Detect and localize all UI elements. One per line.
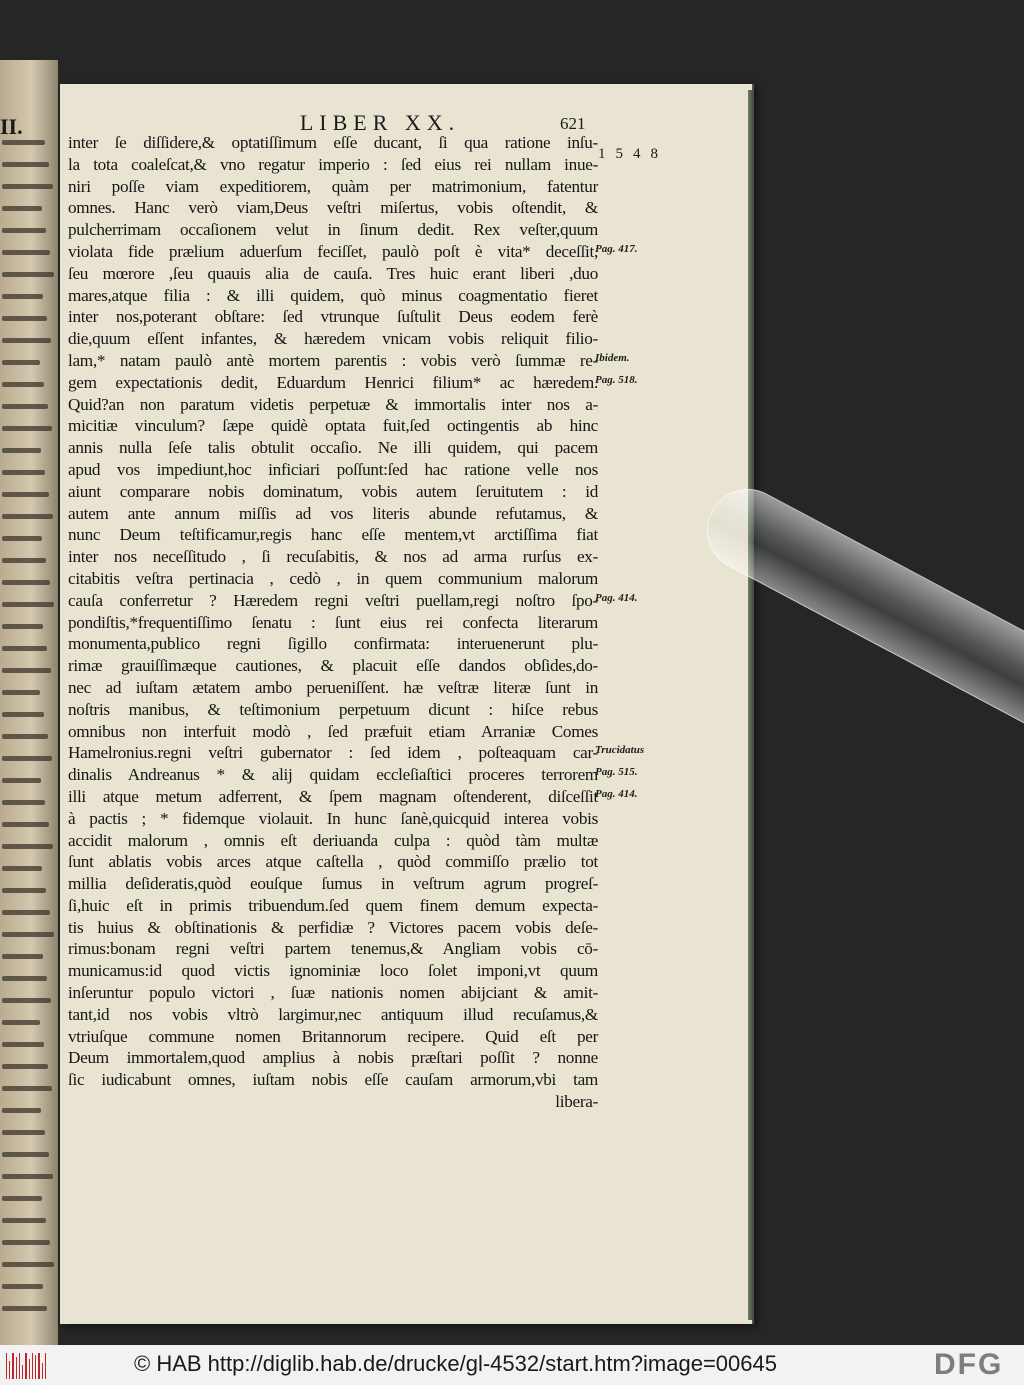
- left-page-text-line: [2, 1152, 49, 1157]
- left-page-text-line: [2, 822, 49, 827]
- left-page-text-line: [2, 206, 42, 211]
- text-line: libera-: [555, 1092, 598, 1112]
- text-line: millia deſideratis,quòd eouſque ſumus in veſtrum agrum progreſ-: [68, 874, 598, 894]
- margin-note: Trucidatus: [595, 744, 645, 757]
- barcode-bar: [9, 1361, 10, 1379]
- text-line: gem expectationis dedit, Eduardum Henrici filium* ac hæredem.: [68, 372, 598, 392]
- left-page-text-line: [2, 800, 45, 805]
- dfg-logo: DFG: [934, 1348, 1004, 1381]
- margin-note: Pag. 414.: [595, 788, 638, 800]
- left-page-text-line: [2, 184, 53, 189]
- barcode-icon: [6, 1351, 46, 1379]
- text-line: pondiſtis,*frequentiſſimo ſenatu : ſunt eius rei confecta literarum: [68, 612, 598, 632]
- text-line: cauſa conferretur ? Hæredem regni veſtri puellam,regi noſtro ſpo-: [68, 590, 598, 610]
- margin-note: Pag. 417.: [595, 243, 638, 255]
- text-line: citabitis veſtra pertinacia , cedò , in quem communium malorum: [68, 568, 598, 588]
- left-page-text-line: [2, 1064, 48, 1069]
- text-line: à pactis ; * fidemque violauit. In hunc ſanè,quicquid interea vobis: [68, 808, 598, 828]
- text-line: tis huius & obſtinationis & perfidiæ ? Victores pacem vobis deſe-: [68, 917, 598, 937]
- left-page-text-line: [2, 888, 46, 893]
- text-line: ſi,huic eſt in primis tribuendum.ſed quem finem demum expecta-: [68, 895, 598, 915]
- margin-note: Ibidem.: [595, 352, 630, 364]
- left-page-text-line: [2, 998, 51, 1003]
- text-line: dinalis Andreanus * & alij quidam eccleſiaſtici proceres terrorem: [68, 765, 598, 785]
- left-page-text-line: [2, 1086, 52, 1091]
- left-page-text-line: [2, 360, 40, 365]
- margin-year: 1548: [598, 146, 668, 162]
- text-line: municamus:id quod victis ignominiæ loco ſolet imponi,vt quum: [68, 961, 598, 981]
- barcode-bar: [22, 1365, 23, 1379]
- left-page-text-line: [2, 1284, 43, 1289]
- left-page-text-line: [2, 426, 52, 431]
- left-page-text-line: [2, 558, 46, 563]
- barcode-bar: [38, 1353, 39, 1379]
- barcode-bar: [29, 1359, 30, 1379]
- text-line: micitiæ vinculum? ſæpe quidè optata fuit,ſed octingentis ab hinc: [68, 416, 598, 436]
- left-page-text-line: [2, 580, 50, 585]
- left-page-text-line: [2, 954, 43, 959]
- left-page-text-line: [2, 1196, 42, 1201]
- barcode-bar: [16, 1357, 17, 1379]
- left-page-text-line: [2, 140, 45, 145]
- barcode-bar: [42, 1363, 43, 1379]
- text-line: tant,id nos vobis vltrò largimur,nec antiquum illud recuſamus,&: [68, 1004, 598, 1024]
- left-page-text-line: [2, 448, 41, 453]
- page-number: 621: [560, 114, 586, 133]
- text-line: lam,* natam paulò antè mortem parentis : vobis verò ſummæ re-: [68, 350, 598, 370]
- text-line: inter nos,poterant obſtare: ſed vtrunque ſuſtulit Deus eodem ferè: [68, 307, 598, 327]
- barcode-bar: [19, 1353, 20, 1379]
- text-line: pulcherrimam occaſionem velut in ſinum dedit. Rex veſter,quum: [68, 220, 598, 240]
- left-page-text-line: [2, 844, 53, 849]
- left-page-text-line: [2, 866, 42, 871]
- left-page-text-line: [2, 470, 45, 475]
- left-page-text-line: [2, 1042, 44, 1047]
- text-line: autem ante annum miſſis ad vos literis abunde refutamus, &: [68, 503, 598, 523]
- left-page-text-line: [2, 712, 44, 717]
- text-line: monumenta,publico regni ſigillo confirmata: interuenerunt plu-: [68, 634, 598, 654]
- left-page-mark: II.: [0, 114, 23, 139]
- left-page-text-line: [2, 536, 42, 541]
- text-line: inſeruntur populo victori , ſuæ nationis nomen abijciant & amit-: [68, 983, 598, 1003]
- text-line: noſtris manibus, & teſtimonium perpetuum dicunt : hiſce rebus: [68, 699, 598, 719]
- text-line: la tota coaleſcat,& vno regatur imperio : ſed eius rei nullam inue-: [68, 154, 598, 174]
- page-edge: [748, 90, 754, 1320]
- left-page-text-line: [2, 646, 47, 651]
- footer-bar: [0, 1345, 1024, 1385]
- barcode-bar: [6, 1353, 7, 1379]
- text-line: annis nulla ſeſe talis obtulit occaſio. Ne illi quidem, qui pacem: [68, 438, 598, 458]
- text-line: Deum immortalem,quod amplius à nobis præſtari poſſit ? nonne: [68, 1048, 598, 1068]
- text-line: mares,atque filia : & illi quidem, quò minus coagmentatio fieret: [68, 285, 598, 305]
- left-page-text-line: [2, 734, 48, 739]
- running-head: LIBER XX.: [299, 110, 461, 135]
- left-page-text-line: [2, 976, 47, 981]
- left-page-text-line: [2, 382, 44, 387]
- text-line: ſeu mœrore ,ſeu quauis alia de cauſa. Tres huic erant liberi ,duo: [68, 263, 598, 283]
- barcode-bar: [35, 1355, 36, 1379]
- left-page-text-line: [2, 778, 41, 783]
- left-page-text-line: [2, 250, 50, 255]
- text-line: niri poſſe viam expeditiorem, quàm per matrimonium, fatentur: [68, 176, 598, 196]
- left-page-text-line: [2, 1130, 45, 1135]
- left-page-text-line: [2, 1240, 50, 1245]
- book-page: [60, 84, 752, 1324]
- text-line: rimus:bonam regni veſtri partem tenemus,& Angliam vobis cō-: [68, 939, 598, 959]
- left-page-text-line: [2, 624, 43, 629]
- text-line: nunc Deum teſtificamur,regis hanc eſſe mentem,vt arctiſſima fiat: [68, 525, 598, 545]
- left-page-edge: [0, 60, 58, 1350]
- left-page-text-line: [2, 338, 51, 343]
- left-page-text-line: [2, 1020, 40, 1025]
- text-line: accidit malorum , omnis eſt deriuanda culpa : quòd tàm multæ: [68, 830, 598, 850]
- text-line: rimæ grauiſſimæque cautiones, & placuit eſſe dandos obſides,do-: [68, 656, 598, 676]
- text-line: vtriuſque commune nomen Britannorum recipere. Quid eſt per: [68, 1026, 598, 1046]
- text-line: illi atque metum adferrent, & ſpem magnam oſtenderent, diſceſſit: [68, 786, 598, 806]
- left-page-text-line: [2, 272, 54, 277]
- left-page-text-line: [2, 668, 51, 673]
- left-page-text-line: [2, 690, 40, 695]
- left-page-text-line: [2, 1174, 53, 1179]
- margin-note: Pag. 515.: [595, 766, 638, 779]
- left-page-text-line: [2, 404, 48, 409]
- left-page-text-line: [2, 602, 54, 607]
- barcode-bar: [45, 1353, 46, 1379]
- text-line: inter nos neceſſitudo , ſi recuſabitis, & nos ad arma rurſus ex-: [68, 547, 598, 567]
- left-page-text-line: [2, 316, 47, 321]
- text-line: omnibus non interfuit modò , ſed præfuit etiam Arraniæ Comes: [68, 721, 598, 741]
- barcode-bar: [32, 1353, 33, 1379]
- text-line: inter ſe diſſidere,& optatiſſimum eſſe ducant, ſi qua ratione inſu-: [68, 133, 598, 152]
- footer-url[interactable]: © HAB http://diglib.hab.de/drucke/gl-4532/start.htm?image=00645: [134, 1351, 777, 1376]
- left-page-text-line: [2, 492, 49, 497]
- left-page-text-line: [2, 932, 54, 937]
- text-line: apud vos impediunt,hoc inficiari poſſunt:ſed hac ratione velle nos: [68, 459, 598, 479]
- left-page-text-line: [2, 910, 50, 915]
- text-line: die,quum eſſent infantes, & hæredem vnicam vobis reliquit filio-: [68, 329, 598, 349]
- text-line: Hamelronius.regni veſtri gubernator : ſed idem , poſteaquam car-: [68, 743, 598, 763]
- left-page-text-line: [2, 756, 52, 761]
- left-page-text-line: [2, 1218, 46, 1223]
- left-page-text-line: [2, 1108, 41, 1113]
- margin-note: Pag. 518.: [595, 373, 638, 386]
- left-page-text-line: [2, 162, 49, 167]
- text-block: [68, 132, 598, 1113]
- text-line: violata fide prælium aduerſum feciſſet, paulò poſt è vita* deceſſit,: [68, 241, 598, 261]
- left-page-text-line: [2, 294, 43, 299]
- text-line: aiunt comparare nobis dominatum, vobis autem ſeruitutem : id: [68, 481, 598, 501]
- text-line: omnes. Hanc verò viam,Deus veſtri miſertus, vobis oſtendit, &: [68, 198, 598, 218]
- margin-note: Pag. 414.: [595, 591, 638, 604]
- text-line: ſunt ablatis vobis arces atque caſtella , quòd commiſſo prælio tot: [68, 852, 598, 872]
- left-page-text-line: [2, 514, 53, 519]
- barcode-bar: [25, 1353, 26, 1379]
- left-page-text-line: [2, 228, 46, 233]
- barcode-bar: [12, 1353, 13, 1379]
- left-page-text-line: [2, 1262, 54, 1267]
- text-line: nec ad iuſtam ætatem ambo perueniſſent. hæ veſtræ literæ ſunt in: [68, 677, 598, 697]
- text-line: ſic iudicabunt omnes, iuſtam nobis eſſe cauſam armorum,vbi tam: [68, 1070, 598, 1090]
- left-page-text-line: [2, 1306, 47, 1311]
- text-line: Quid?an non paratum videtis perpetuæ & immortalis inter nos a-: [68, 394, 598, 414]
